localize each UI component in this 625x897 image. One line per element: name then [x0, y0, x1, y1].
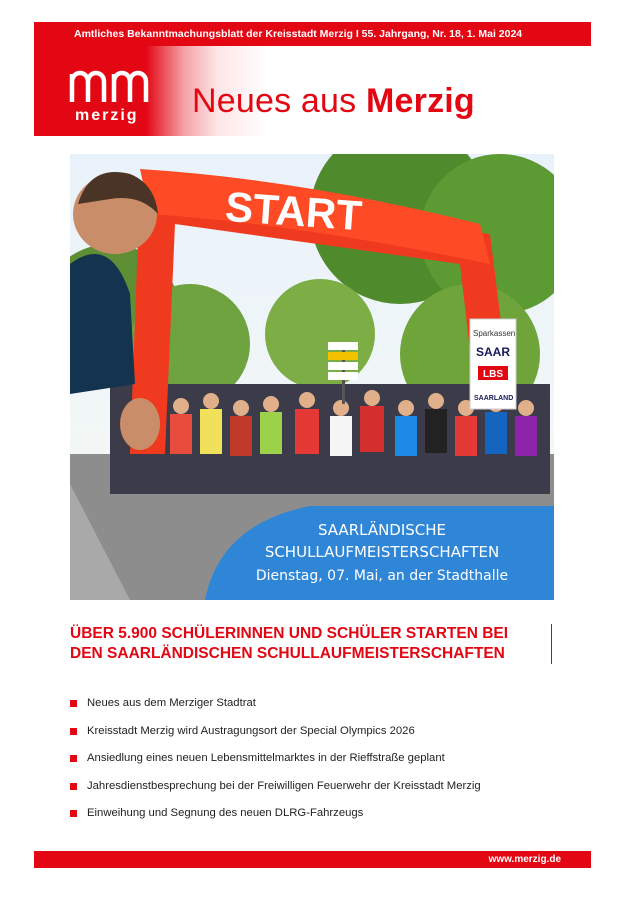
list-item-text: Ansiedlung eines neuen Lebensmittelmarktes in der Rieffstraße geplant	[87, 752, 445, 764]
cover-photo-illustration	[70, 154, 554, 600]
sponsor-saar-text: SAAR	[476, 345, 511, 359]
bullet-square-icon	[70, 810, 77, 817]
footer-url-link[interactable]: www.merzig.de	[488, 854, 561, 865]
list-item-text: Kreisstadt Merzig wird Austragungsort der Special Olympics 2026	[87, 724, 415, 737]
list-item	[70, 696, 570, 724]
list-item	[70, 751, 570, 779]
title-normal: Neues aus	[192, 82, 366, 120]
list-item-text: Einweihung und Segnung des neuen DLRG-Fahrzeugs	[87, 807, 364, 819]
title-bold: Merzig	[366, 82, 475, 120]
banner-line-3: Dienstag, 07. Mai, an der Stadthalle	[255, 568, 509, 584]
footer-bar	[34, 851, 591, 868]
bullet-square-icon	[70, 783, 77, 790]
list-item	[70, 779, 570, 807]
headline-line-2: DEN SAARLÄNDISCHEN SCHULLAUFMEISTERSCHAFTEN	[70, 645, 505, 662]
sponsor-lbs-text: LBS	[483, 369, 503, 380]
banner-line-2: SCHULLAUFMEISTERSCHAFTEN	[264, 543, 500, 561]
logo-wordmark: merzig	[75, 107, 139, 124]
sponsor-saarland-text: SAARLAND	[474, 395, 514, 402]
bullet-square-icon	[70, 728, 77, 735]
list-item-text: Jahresdienstbesprechung bei der Freiwilligen Feuerwehr der Kreisstadt Merzig	[87, 779, 481, 792]
list-item-text: Neues aus dem Merziger Stadtrat	[87, 697, 256, 709]
header-bar	[34, 22, 591, 46]
bullet-square-icon	[70, 700, 77, 707]
list-item	[70, 806, 570, 834]
contents-list	[70, 696, 570, 834]
masthead	[34, 46, 591, 136]
banner-line-1: SAARLÄNDISCHE	[317, 521, 447, 539]
arch-start-text: START	[223, 182, 364, 240]
headline-line-1: ÜBER 5.900 SCHÜLERINNEN UND SCHÜLER STARTEN BEI	[70, 625, 509, 642]
header-bar-text: Amtliches Bekanntmachungsblatt der Kreisstadt Merzig I 55. Jahrgang, Nr. 18, 1. Mai 2024	[74, 28, 523, 40]
page-title	[192, 82, 475, 121]
bullet-square-icon	[70, 755, 77, 762]
cover-photo	[70, 154, 554, 600]
sponsor-sparkasse-text: Sparkassen	[473, 329, 516, 338]
list-item	[70, 724, 570, 752]
lead-headline	[70, 624, 552, 664]
